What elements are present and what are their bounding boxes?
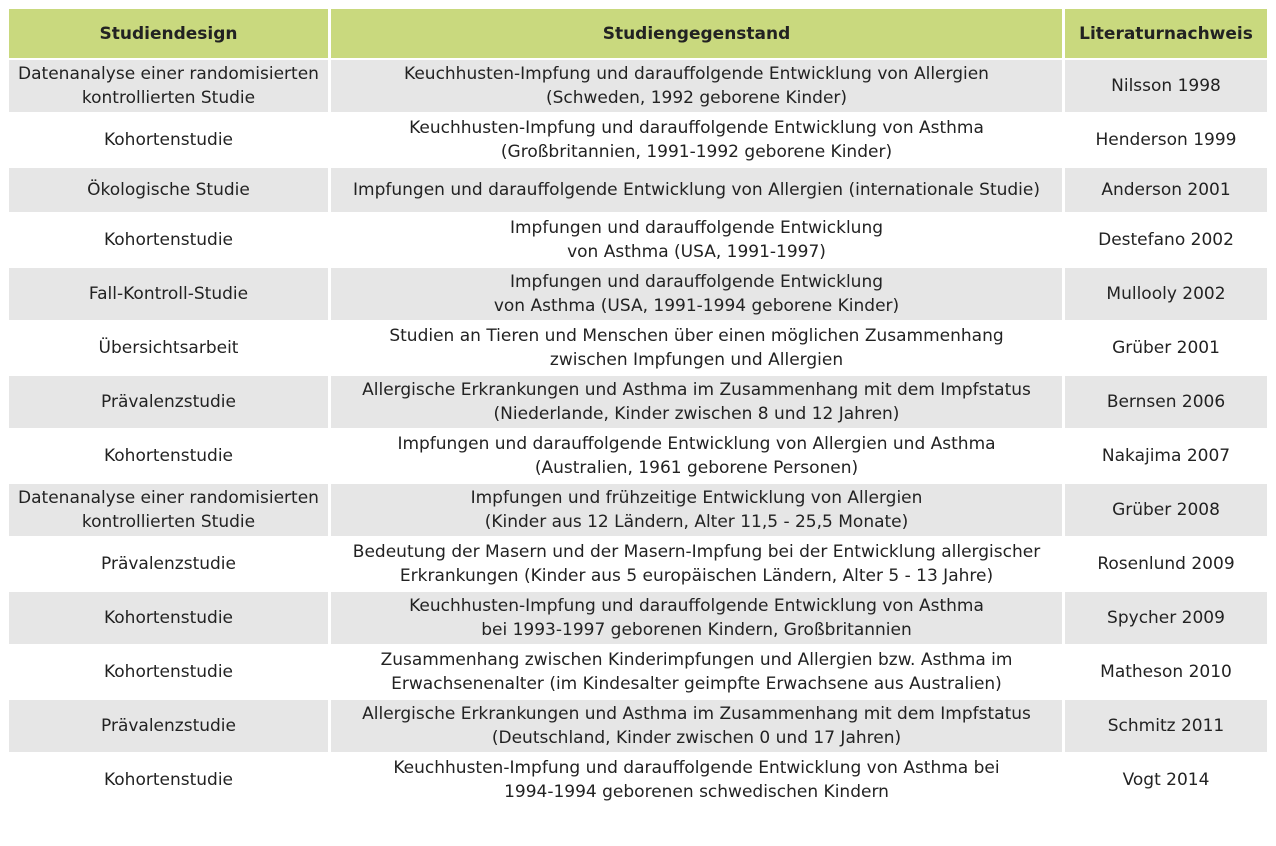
table-row [9, 646, 1267, 698]
cell-reference: Spycher 2009 [1065, 592, 1267, 644]
cell-subject: Allergische Erkrankungen und Asthma im Zusammenhang mit dem Impfstatus (Deutschland, Kinder zwischen 0 und 17 Jahren) [331, 700, 1062, 752]
table-row [9, 754, 1267, 806]
cell-subject: Keuchhusten-Impfung und darauffolgende Entwicklung von Asthma (Großbritannien, 1991-1992 geborene Kinder) [331, 114, 1062, 166]
header-row [9, 9, 1267, 58]
cell-subject: Impfungen und darauffolgende Entwicklung von Allergien und Asthma (Australien, 1961 geborene Personen) [331, 430, 1062, 482]
cell-design: Prävalenzstudie [9, 538, 328, 590]
cell-reference: Grüber 2001 [1065, 322, 1267, 374]
cell-design: Kohortenstudie [9, 646, 328, 698]
cell-subject: Allergische Erkrankungen und Asthma im Zusammenhang mit dem Impfstatus (Niederlande, Kinder zwischen 8 und 12 Jahren) [331, 376, 1062, 428]
cell-design: Datenanalyse einer randomisierten kontrollierten Studie [9, 60, 328, 112]
cell-design: Datenanalyse einer randomisierten kontrollierten Studie [9, 484, 328, 536]
table-row [9, 114, 1267, 166]
cell-design: Übersichtsarbeit [9, 322, 328, 374]
table-row [9, 60, 1267, 112]
cell-subject: Studien an Tieren und Menschen über einen möglichen Zusammenhang zwischen Impfungen und Allergien [331, 322, 1062, 374]
table-body [9, 60, 1267, 806]
cell-reference: Vogt 2014 [1065, 754, 1267, 806]
cell-design: Kohortenstudie [9, 592, 328, 644]
table-row [9, 214, 1267, 266]
cell-reference: Henderson 1999 [1065, 114, 1267, 166]
cell-subject: Impfungen und darauffolgende Entwicklung von Asthma (USA, 1991-1997) [331, 214, 1062, 266]
header-literaturnachweis: Literaturnachweis [1065, 9, 1267, 58]
cell-reference: Bernsen 2006 [1065, 376, 1267, 428]
table-row [9, 430, 1267, 482]
cell-design: Fall-Kontroll-Studie [9, 268, 328, 320]
cell-subject: Bedeutung der Masern und der Masern-Impfung bei der Entwicklung allergischer Erkrankungen (Kinder aus 5 europäischen Ländern, Alter 5 - 13 Jahre) [331, 538, 1062, 590]
table-row [9, 592, 1267, 644]
cell-subject: Keuchhusten-Impfung und darauffolgende Entwicklung von Allergien (Schweden, 1992 geborene Kinder) [331, 60, 1062, 112]
table-header [9, 9, 1267, 58]
cell-reference: Mullooly 2002 [1065, 268, 1267, 320]
cell-reference: Nakajima 2007 [1065, 430, 1267, 482]
table-row [9, 268, 1267, 320]
cell-reference: Destefano 2002 [1065, 214, 1267, 266]
table-row [9, 538, 1267, 590]
cell-subject: Keuchhusten-Impfung und darauffolgende Entwicklung von Asthma bei 1993-1997 geborenen Kindern, Großbritannien [331, 592, 1062, 644]
cell-design: Ökologische Studie [9, 168, 328, 212]
cell-subject: Zusammenhang zwischen Kinderimpfungen und Allergien bzw. Asthma im Erwachsenenalter (im Kindesalter geimpfte Erwachsene aus Australien) [331, 646, 1062, 698]
cell-reference: Grüber 2008 [1065, 484, 1267, 536]
cell-reference: Rosenlund 2009 [1065, 538, 1267, 590]
cell-design: Kohortenstudie [9, 114, 328, 166]
cell-subject: Impfungen und darauffolgende Entwicklung von Asthma (USA, 1991-1994 geborene Kinder) [331, 268, 1062, 320]
cell-design: Prävalenzstudie [9, 376, 328, 428]
table-row [9, 168, 1267, 212]
cell-reference: Anderson 2001 [1065, 168, 1267, 212]
table-row [9, 322, 1267, 374]
cell-reference: Schmitz 2011 [1065, 700, 1267, 752]
cell-subject: Impfungen und frühzeitige Entwicklung von Allergien (Kinder aus 12 Ländern, Alter 11,5 - 25,5 Monate) [331, 484, 1062, 536]
cell-reference: Nilsson 1998 [1065, 60, 1267, 112]
table-row [9, 700, 1267, 752]
cell-subject: Keuchhusten-Impfung und darauffolgende Entwicklung von Asthma bei 1994-1994 geborenen schwedischen Kindern [331, 754, 1062, 806]
studies-table-container [9, 9, 1267, 806]
cell-design: Kohortenstudie [9, 754, 328, 806]
cell-reference: Matheson 2010 [1065, 646, 1267, 698]
table-row [9, 376, 1267, 428]
cell-subject: Impfungen und darauffolgende Entwicklung von Allergien (internationale Studie) [331, 168, 1062, 212]
header-studiengegenstand: Studiengegenstand [331, 9, 1062, 58]
table-row [9, 484, 1267, 536]
cell-design: Prävalenzstudie [9, 700, 328, 752]
header-studiendesign: Studiendesign [9, 9, 328, 58]
studies-table [6, 7, 1270, 808]
cell-design: Kohortenstudie [9, 214, 328, 266]
cell-design: Kohortenstudie [9, 430, 328, 482]
